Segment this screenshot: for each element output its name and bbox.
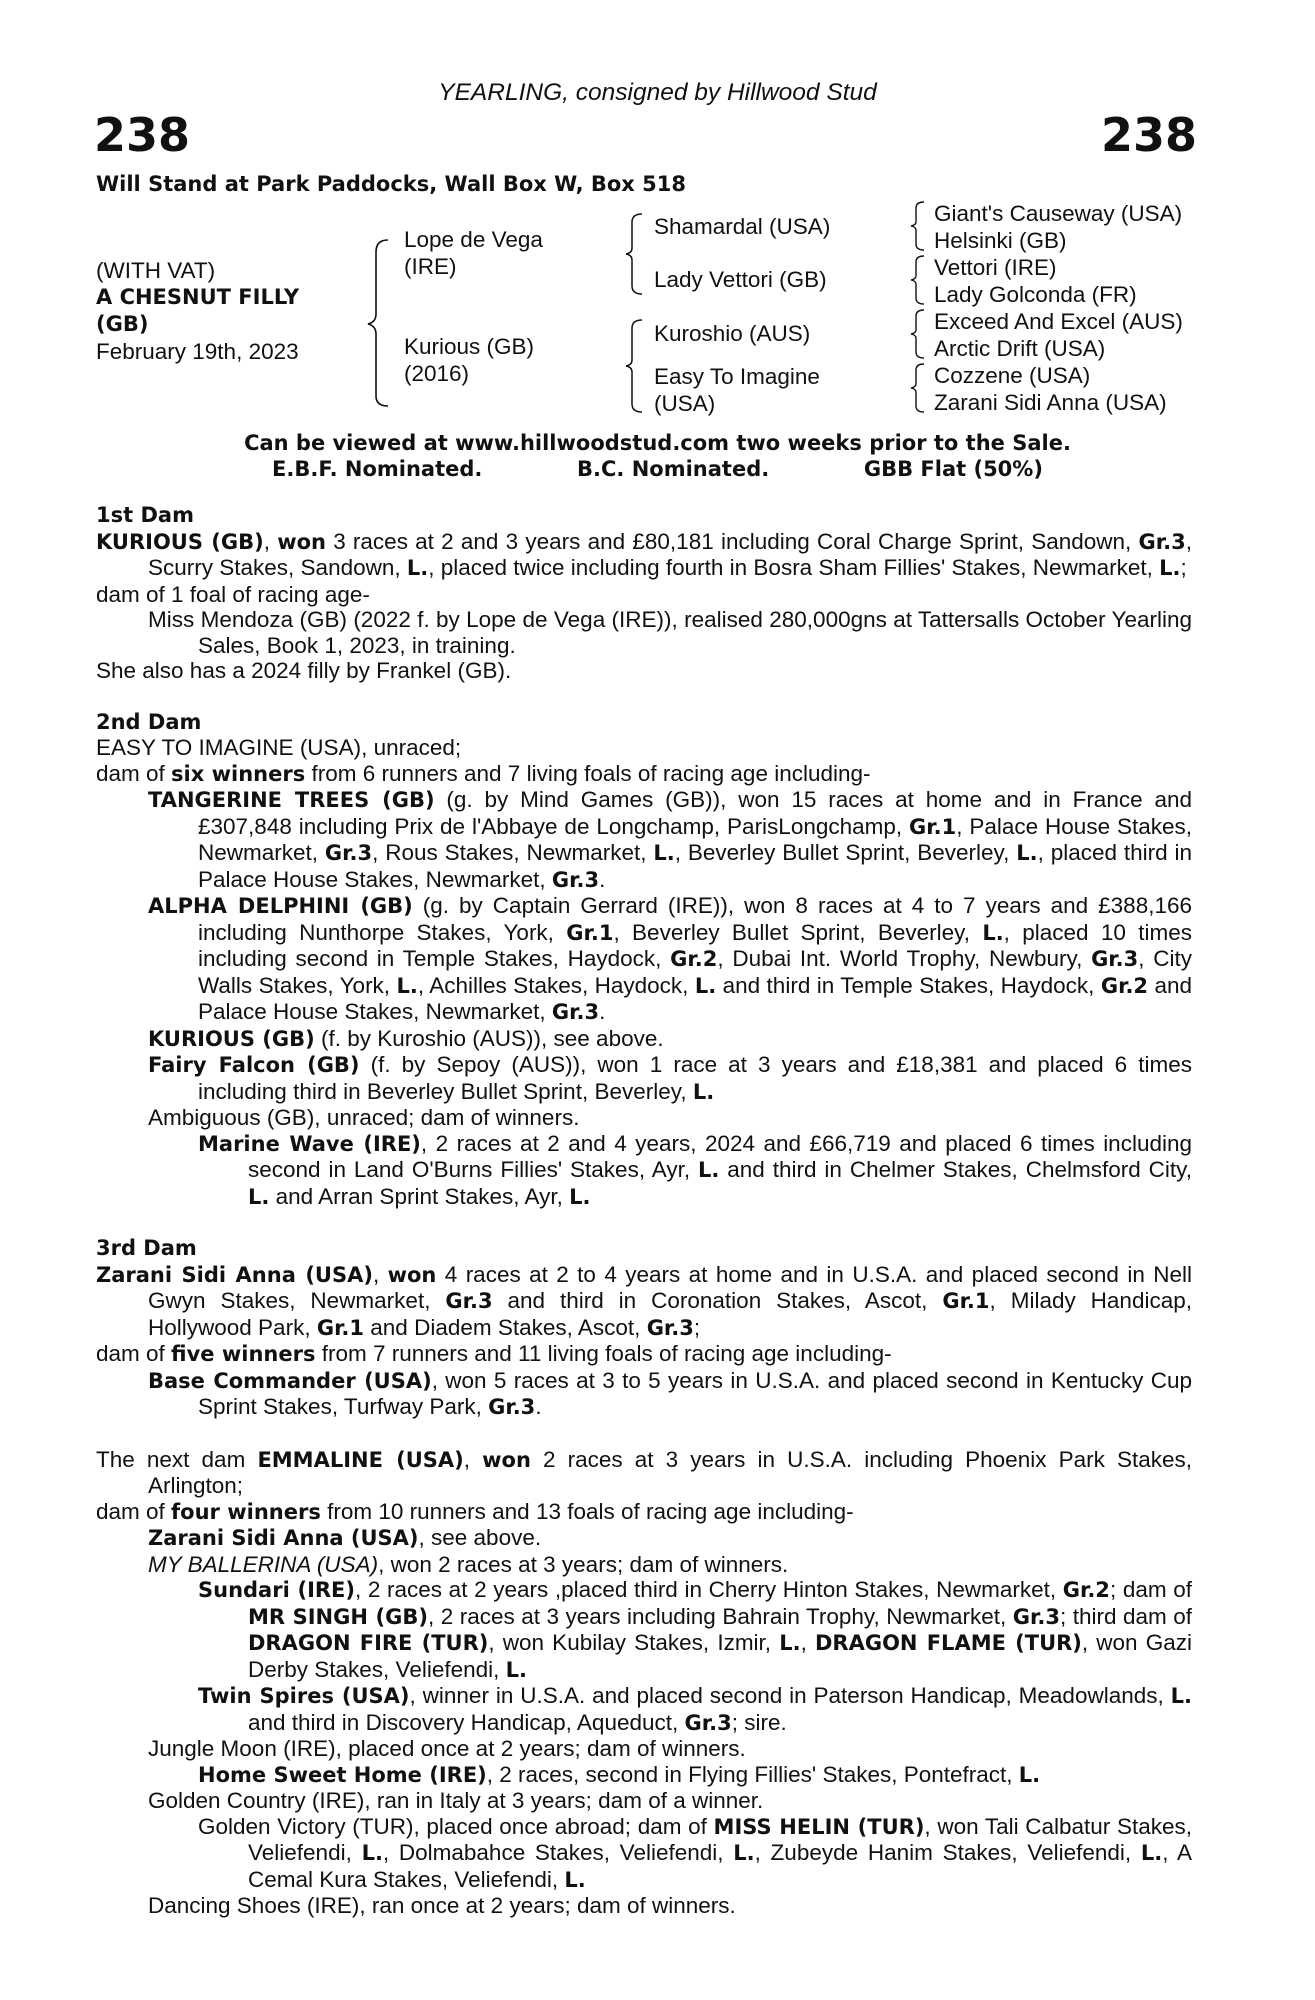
foal-alpha-delphini <box>96 893 1192 1026</box>
text: and Arran Sprint Stakes, Ayr, <box>269 1183 570 1209</box>
grade: Gr.3 <box>684 1710 732 1735</box>
stand-location: Will Stand at Park Paddocks, Wall Box W, Box 518 <box>96 172 686 196</box>
listed: L. <box>653 841 675 865</box>
text: , won 2 races at 3 years; dam of winners. <box>378 1551 789 1577</box>
gen3-sire-line <box>934 200 1183 416</box>
first-dam-also: She also has a 2024 filly by Frankel (GB). <box>96 658 512 683</box>
text: from 10 runners and 13 foals of racing age including- <box>320 1498 854 1524</box>
text: , won 5 races at 3 to 5 years in U.S.A. and placed second in Kentucky Cup Sprint Stakes, Turfway Park, <box>198 1367 1192 1419</box>
listed: L. <box>1159 556 1181 580</box>
viewing-note: Can be viewed at www.hillwoodstud.com two weeks prior to the Sale. <box>244 431 1071 455</box>
text: , Scurry Stakes, Sandown, <box>148 528 1192 580</box>
grade: Gr.1 <box>909 814 957 839</box>
sds: Vettori (IRE) <box>934 255 1057 280</box>
foal-name: ALPHA DELPHINI (GB) <box>148 894 413 918</box>
foal-ambiguous: Ambiguous (GB), unraced; dam of winners. <box>148 1105 580 1130</box>
vat-note: (WITH VAT) <box>96 258 216 283</box>
listed: L. <box>1016 841 1038 865</box>
brace-ds <box>910 308 930 360</box>
text: . <box>599 999 606 1024</box>
listed: L. <box>564 1867 586 1892</box>
won-label: won <box>387 1262 437 1287</box>
text: , Dubai Int. World Trophy, Newbury, <box>717 946 1092 971</box>
brace-sd <box>910 254 930 306</box>
foal-name: MY BALLERINA (USA) <box>148 1551 379 1577</box>
grade: Gr.1 <box>942 1289 990 1313</box>
foal-my-ballerina <box>96 1552 1192 1578</box>
listed: L. <box>505 1657 527 1682</box>
text: , 2 races at 3 years including Bahrain Trophy, Newmarket, <box>427 1603 1013 1629</box>
grade: Gr.1 <box>316 1315 365 1340</box>
dam-dam-name: Easy To Imagine <box>654 364 820 389</box>
foal-home-sweet-home <box>96 1762 1192 1789</box>
foal-name: MISS HELIN (TUR) <box>713 1814 925 1839</box>
listed: L. <box>692 1079 715 1104</box>
text: . <box>535 1394 542 1419</box>
horse-country: (GB) <box>96 312 149 336</box>
dam-dam <box>654 363 820 417</box>
text: ; dam of <box>1109 1577 1192 1602</box>
grade: Gr.1 <box>566 920 614 945</box>
dam-dam-country: (USA) <box>654 391 716 416</box>
text: , placed twice including fourth in Bosra Sham Fillies' Stakes, Newmarket, <box>428 555 1160 580</box>
foal-zarani-sidi-anna <box>96 1525 1192 1552</box>
text: and Diadem Stakes, Ascot, <box>364 1314 647 1340</box>
text: The next dam <box>96 1446 258 1472</box>
foal-fairy-falcon <box>96 1052 1192 1105</box>
dam-name: Kurious (GB) <box>404 334 535 359</box>
horse-description <box>96 257 299 365</box>
grade: Gr.3 <box>1091 947 1139 971</box>
listed: L. <box>1170 1684 1192 1708</box>
listed: L. <box>1018 1762 1041 1787</box>
foal-name: Fairy Falcon (GB) <box>148 1053 360 1077</box>
foal-sundari <box>96 1577 1192 1683</box>
foaling-date: February 19th, 2023 <box>96 339 299 364</box>
grade: Gr.3 <box>1012 1604 1060 1629</box>
listed: L. <box>248 1184 270 1209</box>
listed: L. <box>406 556 429 580</box>
foal-name: TANGERINE TREES (GB) <box>148 788 435 812</box>
first-dam-name: KURIOUS (GB) <box>96 529 264 554</box>
dsd: Arctic Drift (USA) <box>934 336 1106 361</box>
text: , Achilles Stakes, Haydock, <box>417 972 695 998</box>
text: , won Kubilay Stakes, Izmir, <box>488 1630 780 1655</box>
foal-name: DRAGON FLAME (TUR) <box>814 1631 1082 1655</box>
dam-line-brace <box>624 318 648 414</box>
listed: L. <box>694 973 717 998</box>
foal-golden-country: Golden Country (IRE), ran in Italy at 3 years; dam of a winner. <box>148 1788 764 1813</box>
text: Golden Victory (TUR), placed once abroad; dam of <box>198 1813 714 1839</box>
text: (f. by Kuroshio (AUS)), see above. <box>314 1025 664 1051</box>
sire-line-brace <box>624 212 648 296</box>
grade: Gr.2 <box>670 947 718 971</box>
text: (g. by Captain Gerrard (IRE)), won 8 races at 4 to 7 years and £388,166 including Nunthorpe Stakes, York, <box>198 893 1192 945</box>
foal-name: MR SINGH (GB) <box>248 1604 428 1629</box>
bc-nomination: B.C. Nominated. <box>577 457 770 481</box>
foal-name: Marine Wave (IRE) <box>198 1131 421 1156</box>
text: (f. by Sepoy (AUS)), won 1 race at 3 years and £18,381 and placed 6 times including third in Beverley Bullet Sprint, Beverley, <box>198 1052 1192 1104</box>
grade: Gr.3 <box>646 1315 694 1340</box>
text: from 7 runners and 11 living foals of racing age including- <box>315 1341 892 1366</box>
first-dam-foal: Miss Mendoza (GB) (2022 f. by Lope de Vega (IRE)), realised 280,000gns at Tattersalls October Yearling Sales, Book 1, 2023, in training. <box>148 607 1192 658</box>
text: , Beverley Bullet Sprint, Beverley, <box>674 840 1017 865</box>
text: , placed third in Palace House Stakes, Newmarket, <box>198 840 1192 892</box>
second-dam-line: EASY TO IMAGINE (USA), unraced; <box>96 735 462 760</box>
listed: L. <box>733 1841 755 1865</box>
text: , A Cemal Kura Stakes, Veliefendi, <box>248 1840 1192 1892</box>
foal-jungle-moon: Jungle Moon (IRE), placed once at 2 years; dam of winners. <box>148 1736 746 1761</box>
sire-sire: Shamardal (USA) <box>654 214 831 239</box>
grade: Gr.2 <box>1100 973 1149 998</box>
dam <box>404 333 534 387</box>
gbb-flat: GBB Flat (50%) <box>863 457 1043 481</box>
text: and third in Coronation Stakes, Ascot, <box>492 1288 943 1313</box>
listed: L. <box>1140 1841 1163 1865</box>
grade: Gr.2 <box>1062 1578 1110 1602</box>
foal-golden-victory <box>96 1814 1192 1894</box>
listed: L. <box>396 973 418 998</box>
nominations-row <box>0 456 1315 482</box>
dds: Cozzene (USA) <box>934 363 1091 388</box>
sire-name: Lope de Vega <box>404 227 543 252</box>
grade: Gr.3 <box>1138 529 1186 554</box>
third-dam-heading: 3rd Dam <box>96 1236 197 1260</box>
next-dam-dam-of <box>96 1499 1192 1526</box>
ebf-nomination: E.B.F. Nominated. <box>272 457 483 481</box>
sdd: Lady Golconda (FR) <box>934 282 1137 307</box>
text: dam of <box>96 1498 172 1524</box>
lot-number-right: 238 <box>1100 108 1197 162</box>
text: 3 races at 2 and 3 years and £80,181 including Coral Charge Sprint, Sandown, <box>325 528 1139 554</box>
text: , Dolmabahce Stakes, Veliefendi, <box>382 1840 734 1865</box>
text: , 2 races at 2 and 4 years, 2024 and £66,719 and placed 6 times including second in Land O'Burns Fillies' Stakes, Ayr, <box>248 1130 1193 1182</box>
text: , Zubeyde Hanim Stakes, Veliefendi, <box>754 1840 1141 1865</box>
won-label: won <box>277 529 326 554</box>
brace-ss <box>910 200 930 252</box>
text: , won Tali Calbatur Stakes, Veliefendi, <box>248 1813 1192 1865</box>
text: 4 races at 2 to 4 years at home and in U.S.A. and placed second in Nell Gwyn Stakes, Newmarket, <box>148 1261 1192 1313</box>
text: , City Walls Stakes, York, <box>198 946 1192 998</box>
lot-number-left: 238 <box>94 108 191 162</box>
listed: L. <box>361 1841 383 1865</box>
foal-name: Home Sweet Home (IRE) <box>198 1762 487 1787</box>
sire <box>404 226 543 280</box>
listed: L. <box>779 1631 801 1655</box>
foal-base-commander <box>96 1368 1192 1421</box>
brace-dd <box>910 362 930 414</box>
foal-kurious <box>96 1026 1192 1053</box>
text: , Beverley Bullet Sprint, Beverley, <box>613 919 983 945</box>
third-dam-dam-of <box>96 1341 1192 1368</box>
text: , see above. <box>418 1525 542 1550</box>
text: , placed 10 times including second in Temple Stakes, Haydock, <box>198 919 1192 971</box>
text: . <box>599 866 606 892</box>
foal-marine-wave <box>96 1131 1192 1211</box>
text: ; <box>693 1314 701 1340</box>
foal-name: KURIOUS (GB) <box>148 1026 315 1051</box>
second-dam-dam-of <box>96 761 1192 788</box>
text: from 6 runners and 7 living foals of racing age including- <box>305 760 871 786</box>
foal-name: DRAGON FIRE (TUR) <box>248 1631 489 1655</box>
grade: Gr.3 <box>551 867 600 892</box>
text: , Milady Handicap, Hollywood Park, <box>148 1288 1192 1340</box>
first-dam-heading: 1st Dam <box>96 503 194 527</box>
listed: L. <box>698 1158 720 1182</box>
pedigree-brace <box>366 238 396 408</box>
sire-country: (IRE) <box>404 254 457 279</box>
foal-tangerine-trees <box>96 787 1192 893</box>
text: , Palace House Stakes, Newmarket, <box>198 813 1192 865</box>
winners-count: six winners <box>171 761 306 786</box>
text: and third in Discovery Handicap, Aqueduct, <box>248 1709 685 1735</box>
text: and third in Chelmer Stakes, Chelmsford City, <box>719 1157 1192 1182</box>
winners-count: five winners <box>171 1342 316 1366</box>
text: , Rous Stakes, Newmarket, <box>372 840 654 865</box>
sale-notes <box>0 430 1315 482</box>
grade: Gr.3 <box>551 1000 600 1024</box>
next-dam-name: EMMALINE (USA) <box>257 1447 464 1472</box>
foal-name: Zarani Sidi Anna (USA) <box>148 1526 419 1550</box>
consignment-line: YEARLING, consigned by Hillwood Stud <box>438 79 877 106</box>
text: , <box>800 1630 815 1655</box>
horse-name: A CHESNUT FILLY <box>96 285 300 309</box>
second-dam-heading: 2nd Dam <box>96 709 202 734</box>
text: , 2 races, second in Flying Fillies' Stakes, Pontefract, <box>486 1761 1019 1787</box>
next-dam-record: The next dam EMMALINE (USA), won 2 races at 3 years in U.S.A. including Phoenix Park Stakes, Arlington; <box>96 1446 1192 1498</box>
foal-twin-spires <box>96 1683 1192 1736</box>
dss: Exceed And Excel (AUS) <box>934 309 1183 334</box>
third-dam-name: Zarani Sidi Anna (USA) <box>96 1262 373 1287</box>
won-label: won <box>482 1447 531 1472</box>
dam-year: (2016) <box>404 361 470 386</box>
ddd: Zarani Sidi Anna (USA) <box>934 390 1167 415</box>
catalogue-body <box>96 503 1192 1919</box>
grade: Gr.3 <box>445 1289 493 1313</box>
text: and third in Temple Stakes, Haydock, <box>716 972 1101 998</box>
text: ; <box>1180 555 1187 580</box>
text: (g. by Mind Games (GB)), won 15 races at home and in France and £307,848 including Prix de l'Abbaye de Longchamp, ParisLongchamp, <box>198 787 1192 839</box>
foal-name: Base Commander (USA) <box>148 1368 432 1393</box>
text: 2 races at 3 years in U.S.A. including Phoenix Park Stakes, Arlington; <box>148 1446 1192 1498</box>
foal-name: Sundari (IRE) <box>198 1578 355 1602</box>
winners-count: four winners <box>171 1499 321 1524</box>
third-dam-record: Zarani Sidi Anna (USA), won 4 races at 2 to 4 years at home and in U.S.A. and placed second in Nell Gwyn Stakes, Newmarket, Gr.3 and third in Coronation Stakes, Ascot, Gr.1, Milady Handicap, Hollywood Park, Gr.1 and Diadem Stakes, Ascot, Gr.3; <box>96 1261 1192 1340</box>
listed: L. <box>982 920 1004 945</box>
text: ; sire. <box>731 1709 787 1735</box>
dam-sire: Kuroshio (AUS) <box>654 321 811 346</box>
sss: Giant's Causeway (USA) <box>934 201 1183 226</box>
text: ; third dam of <box>1059 1603 1192 1629</box>
text: , winner in U.S.A. and placed second in Paterson Handicap, Meadowlands, <box>409 1683 1171 1708</box>
grade: Gr.3 <box>324 841 373 865</box>
sire-dam: Lady Vettori (GB) <box>654 267 827 292</box>
text: dam of <box>96 1341 172 1366</box>
foal-name: Twin Spires (USA) <box>198 1684 410 1708</box>
first-dam-record: KURIOUS (GB), won 3 races at 2 and 3 years and £80,181 including Coral Charge Sprint, Sandown, Gr.3, Scurry Stakes, Sandown, L., placed twice including fourth in Bosra Sham Fillies' Stakes, Newmarket, L.; <box>96 528 1192 580</box>
text: , 2 races at 2 years ,placed third in Cherry Hinton Stakes, Newmarket, <box>355 1577 1063 1602</box>
first-dam-dam-of: dam of 1 foal of racing age- <box>96 581 370 607</box>
foal-dancing-shoes: Dancing Shoes (IRE), ran once at 2 years; dam of winners. <box>148 1893 736 1918</box>
text: , won Gazi Derby Stakes, Veliefendi, <box>248 1630 1192 1682</box>
text: and Palace House Stakes, Newmarket, <box>198 972 1192 1024</box>
ssd: Helsinki (GB) <box>934 228 1067 253</box>
grade: Gr.3 <box>488 1395 536 1419</box>
listed: L. <box>569 1184 591 1209</box>
text: dam of <box>96 760 172 786</box>
